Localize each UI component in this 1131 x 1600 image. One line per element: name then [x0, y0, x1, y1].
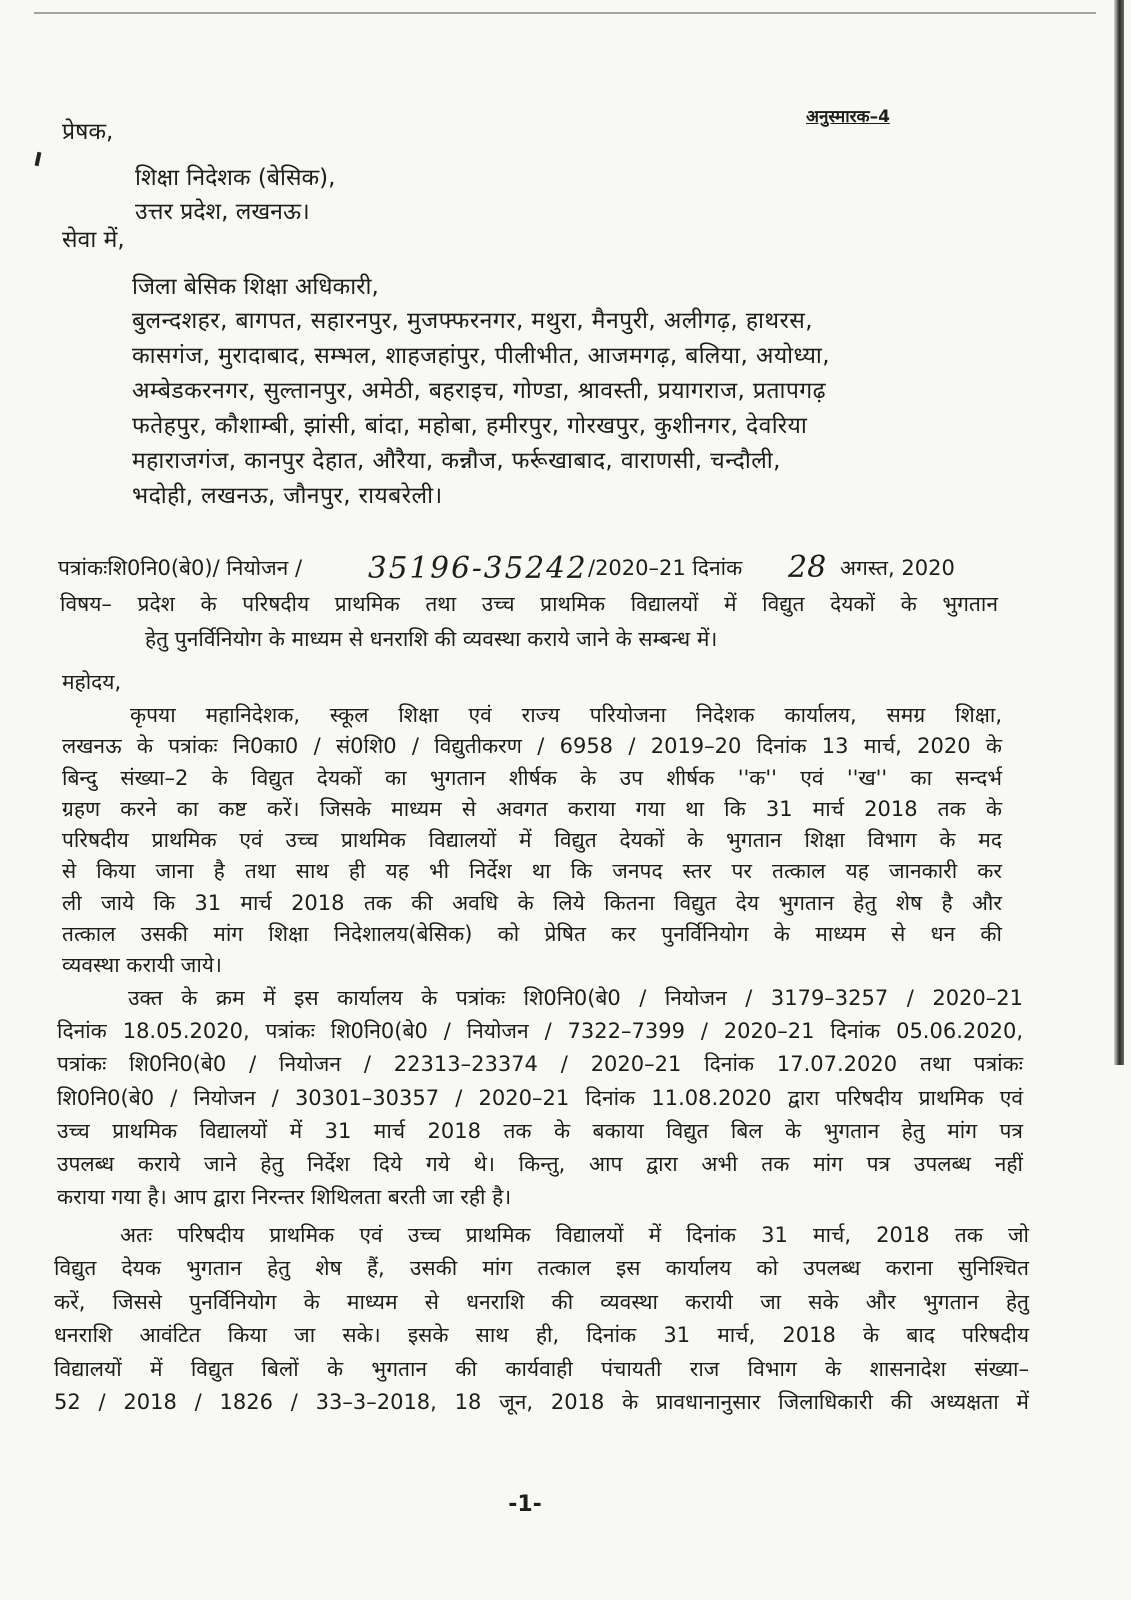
paragraph-line: विद्यालयों में विद्युत बिलों के भुगतान की कार्यवाही पंचायती राज विभाग के शासनादेश संख्या–: [54, 1356, 1029, 1381]
scan-top-edge: [34, 12, 1096, 14]
district-line: कासगंज, मुरादाबाद, सम्भल, शाहजहांपुर, पीलीभीत, आजमगढ़, बलिया, अयोध्या,: [132, 343, 830, 369]
paragraph-2: [57, 982, 1023, 1214]
sender-line: शिक्षा निदेशक (बेसिक),: [135, 165, 336, 191]
sender-block: [135, 161, 435, 229]
reference-year-date-label: /2020–21 दिनांक: [588, 556, 743, 580]
sender-label: प्रेषक,: [62, 119, 114, 145]
subject-line: विषय– प्रदेश के परिषदीय प्राथमिक तथा उच्च प्राथमिक विद्यालयों में विद्युत देयकों के भुगतान: [60, 592, 998, 616]
paragraph-line: दिनांक 18.05.2020, पत्रांकः शि0नि0(बे0 / नियोजन / 7322–7399 / 2020–21 दिनांक 05.06.2020,: [57, 1019, 1023, 1044]
paragraph-1: [62, 700, 1002, 982]
subject-block: [60, 587, 998, 657]
subject-line: हेतु पुनर्विनियोग के माध्यम से धनराशि की व्यवस्था कराये जाने के सम्बन्ध में।: [145, 627, 718, 651]
reference-day-handwritten: 28: [788, 550, 827, 585]
district-list: [132, 304, 912, 514]
paragraph-line: लखनऊ के पत्रांकः नि0का0 / सं0शि0 / विद्युतीकरण / 6958 / 2019–20 दिनांक 13 मार्च, 2020 के: [62, 734, 1002, 759]
reference-line: [58, 548, 988, 588]
recipient-label: सेवा में,: [62, 227, 125, 253]
paragraph-line: उपलब्ध कराये जाने हेतु निर्देश दिये गये थे। किन्तु, आप द्वारा अभी तक मांग पत्र उपलब्ध नहीं: [57, 1151, 1023, 1176]
district-line: महाराजगंज, कानपुर देहात, औरैया, कन्नौज, फर्रूखाबाद, वाराणसी, चन्दौली,: [132, 448, 781, 474]
paragraph-line: परिषदीय प्राथमिक एवं उच्च प्राथमिक विद्यालयों में विद्युत देयकों के भुगतान शिक्षा विभाग के मद: [62, 828, 1002, 853]
paragraph-line: बिन्दु संख्या–2 के विद्युत देयकों का भुगतान शीर्षक के उप शीर्षक ''क'' एवं ''ख'' का सन्दर्भ: [62, 765, 1002, 790]
paragraph-3: [54, 1219, 1029, 1419]
district-line: बुलन्दशहर, बागपत, सहारनपुर, मुजफ्फरनगर, मथुरा, मैनपुरी, अलीगढ़, हाथरस,: [132, 308, 813, 334]
paragraph-line: व्यवस्था करायी जाये।: [62, 953, 222, 978]
page-number: -1-: [508, 1492, 542, 1517]
paragraph-line: कृपया महानिदेशक, स्कूल शिक्षा एवं राज्य परियोजना निदेशक कार्यालय, समग्र शिक्षा,: [130, 703, 1002, 727]
paragraph-line: करें, जिससे पुनर्विनियोग के माध्यम से धनराशि की व्यवस्था करायी जा सके और भुगतान हेतु: [54, 1289, 1029, 1314]
reference-number-handwritten: 35196-35242: [368, 551, 588, 585]
district-line: फतेहपुर, कौशाम्बी, झांसी, बांदा, महोबा, हमीरपुर, गोरखपुर, कुशीनगर, देवरिया: [132, 413, 808, 439]
paragraph-line: अतः परिषदीय प्राथमिक एवं उच्च प्राथमिक विद्यालयों में दिनांक 31 मार्च, 2018 तक जो: [120, 1223, 1029, 1247]
sender-line: उत्तर प्रदेश, लखनऊ।: [135, 199, 310, 225]
paragraph-line: उक्त के क्रम में इस कार्यालय के पत्रांकः शि0नि0(बे0 / नियोजन / 3179–3257 / 2020–21: [128, 986, 1023, 1010]
scan-right-edge: [1114, 0, 1124, 1065]
recipient-title: जिला बेसिक शिक्षा अधिकारी,: [132, 274, 379, 300]
paragraph-line: 52 / 2018 / 1826 / 33–3–2018, 18 जून, 2018 के प्रावधानानुसार जिलाधिकारी की अध्यक्षता में: [54, 1389, 1029, 1414]
paragraph-line: उच्च प्राथमिक विद्यालयों में 31 मार्च 2018 तक के बकाया विद्युत बिल के भुगतान हेतु मांग पत्र: [57, 1118, 1023, 1143]
paragraph-line: तत्काल उसकी मांग शिक्षा निदेशालय(बेसिक) को प्रेषित कर पुनर्विनियोग के माध्यम से धन की: [62, 922, 1002, 947]
paragraph-line: विद्युत देयक भुगतान हेतु शेष हैं, उसकी मांग तत्काल इस कार्यालय को उपलब्ध कराना सुनिश्चित: [54, 1256, 1029, 1281]
reference-prefix: पत्रांकःशि0नि0(बे0)/ नियोजन /: [58, 556, 303, 580]
paragraph-line: से किया जाना है तथा साथ ही यह भी निर्देश था कि जनपद स्तर पर तत्काल यह जानकारी कर: [62, 859, 1002, 884]
paragraph-line: पत्रांकः शि0नि0(बे0 / नियोजन / 22313–23374 / 2020–21 दिनांक 17.07.2020 तथा पत्रांकः: [57, 1052, 1023, 1077]
reference-month-year: अगस्त, 2020: [840, 556, 955, 580]
district-line: अम्बेडकरनगर, सुल्तानपुर, अमेठी, बहराइच, गोण्डा, श्रावस्ती, प्रयागराज, प्रतापगढ़: [132, 378, 827, 404]
paragraph-line: कराया गया है। आप द्वारा निरन्तर शिथिलता बरती जा रही है।: [57, 1185, 512, 1210]
scan-mark: [35, 152, 42, 167]
reminder-label: अनुस्मारक–4: [806, 107, 890, 127]
paragraph-line: ली जाये कि 31 मार्च 2018 तक की अवधि के लिये कितना विद्युत देय भुगतान हेतु शेष है और: [62, 890, 1002, 915]
paragraph-line: ग्रहण करने का कष्ट करें। जिसके माध्यम से अवगत कराया गया था कि 31 मार्च 2018 तक के: [62, 796, 1002, 821]
district-line: भदोही, लखनऊ, जौनपुर, रायबरेली।: [132, 483, 443, 509]
paragraph-line: धनराशि आवंटित किया जा सके। इसके साथ ही, दिनांक 31 मार्च, 2018 के बाद परिषदीय: [54, 1323, 1029, 1348]
paragraph-line: शि0नि0(बे0 / नियोजन / 30301–30357 / 2020–21 दिनांक 11.08.2020 द्वारा परिषदीय प्राथमिक एवं: [57, 1085, 1023, 1110]
salutation: महोदय,: [62, 670, 122, 694]
